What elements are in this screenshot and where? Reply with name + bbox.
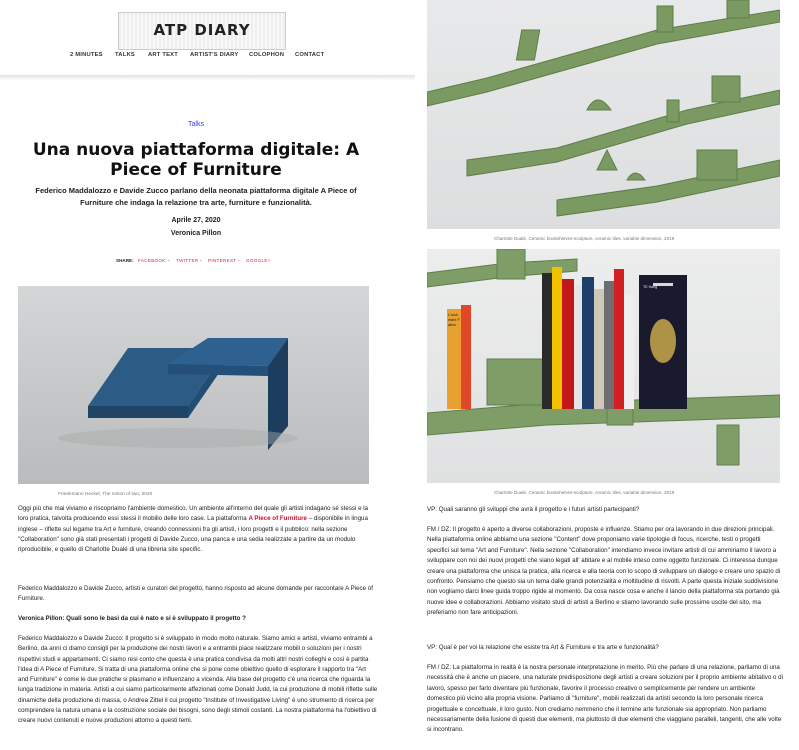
nav-item-artists-diary[interactable]: ARTIST'S DIARY <box>190 52 239 58</box>
answer-3: FM / DZ: La piattaforma in realtà è la nostra personale interpretazione in merito. Più che parlare di una relazione, parliamo di una necessità che è anche un piacere, una naturale predisposizione degli artisti a creare soluzioni per il proprio ambiente abitativo o di lavoro, spesso per farlo diventare più funzionale, favorire il processo creativo o semplicemente per rendere un ambiente domestico più vicino alla propria visione. Parliamo di "furniture", mobili realizzati da artisti secondo la loro personale ricerca progettuale e concettuale, il loro gusto. Non crediamo nemmeno che il termine arte funzionale sia appropriato. Non parliamo necessariamente della fusione di questi due elementi, ma piuttosto di due elementi che viaggiano paralleli, tangenti, che alle volte si incontrano. <box>427 664 783 734</box>
hero-caption: Friedemann Heckel, The notion of two, 2020 <box>58 492 153 497</box>
article-date: Aprile 27, 2020 <box>171 217 221 224</box>
shelf-photo-2 <box>427 249 780 483</box>
intro-text: Oggi più che mai viviamo e riscopriamo l'ambiente domestico. Un ambiente all'interno del quale gli artisti indagano sé stessi e la loro pratica, talvolta producendo essi stessi il mobilio delle loro case. La piattaforma <box>18 505 369 523</box>
question-2: VP: Quali saranno gli sviluppi che avrà il progetto e i futuri artisti partecipanti? <box>427 506 640 513</box>
nav-item-contact[interactable]: CONTACT <box>295 52 325 58</box>
book-1-title: L'orchestre Fabric <box>448 313 460 327</box>
nav-item-2-minutes[interactable]: 2 MINUTES <box>70 52 103 58</box>
article-subtitle: Federico Maddalozzo e Davide Zucco parlano della neonata piattaforma digitale A Piece of Furniture che indaga la relazione tra arte, furniture e funzionalità. <box>35 186 357 207</box>
ceramic-shelves-books-illustration <box>427 249 780 483</box>
photo-2-caption: Charlotte Dualé, Ceramic bookshelves-sculpture, ceramic tiles, variable dimension, 2019 <box>494 490 675 495</box>
article-category[interactable]: Talks <box>188 121 204 128</box>
question-1: Veronica Pillon: Quali sono le basi da cui è nato e si è sviluppato il progetto ? <box>18 615 246 622</box>
answer-2: FM / DZ: Il progetto è aperto a diverse collaborazioni, proposte e influenze. Stiamo per ora lavorando in due direzioni principali. Nella piattaforma online abbiamo una sezione "Content" dove proponiamo varie tipologie di focus, ricerche, testi o progetti specifici sul tema "Art and Furniture". Nella sezione "Collaboration" intendiamo invece invitare artisti di cui ammiriamo il lavoro a sviluppare con noi dei nuovi progetti che siano legati all' abitare e al mobile inteso come oggetto funzionale. Ci interessa dunque creare una piattaforma che unisca la pratica, alla ricerca e alla teoria con lo scopo di sviluppare un dialogo e creare uno spazio di confronto. Pensiamo che questo sia un tema dalle grandi potenzialità e moltitudine di risvolti. A parte questa iniziale suddivisione non vogliamo darci linee guida troppo rigide al momento. Da cosa nasce cosa e anche il lancio della piattaforma sta portando già nuove idee e collaborazioni. Abbiamo visitato studi di artisti a Berlino e stiamo lavorando sulle prossime uscite del sito, ma preferiamo non fare anticipazioni. <box>427 526 781 617</box>
nav-item-colophon[interactable]: COLOPHON <box>249 52 285 58</box>
share-separator: • <box>200 258 202 263</box>
intro-text-continued: – disponibile in lingua inglese – riflette sul legame tra Art e furniture, creando connessioni fra gli artisti, i loro progetti e il pubblico: nella sezione "Collaboration" sono già stati presentati i progetti di Davide Zucco, una panca e una sedia realizzate a partire da un modulo riproducibile, e quello di Charlotte Dualé di una libreria site specific. <box>18 515 368 554</box>
article-author[interactable]: Veronica Pillon <box>170 230 222 237</box>
article-title: Una nuova piattaforma digitale: A Piece of Furniture <box>32 140 360 180</box>
sculpture-illustration <box>18 286 369 484</box>
intro-paragraph <box>18 504 378 555</box>
piece-of-furniture-link[interactable]: A Piece of Furniture <box>248 515 307 523</box>
question-3: VP: Qual è per voi la relazione che esiste tra Art & Furniture e tra arte e funzionalità? <box>427 644 659 651</box>
site-title: ATP DIARY <box>153 21 251 39</box>
share-pinterest-link[interactable]: PINTEREST <box>208 258 237 263</box>
share-twitter-link[interactable]: TWITTER <box>176 258 199 263</box>
book-2-title: TE Hang <box>643 285 658 289</box>
photo-1-caption: Charlotte Dualé, Ceramic bookshelves-sculpture, ceramic tiles, variable dimension, 2019 <box>494 236 675 241</box>
hero-image <box>18 286 369 484</box>
site-logo[interactable] <box>118 12 286 50</box>
intro-paragraph-2: Federico Maddalozzo e Davide Zucco, artisti e curatori del progetto, hanno risposto ad alcune domande per raccontare A Piece of Furniture. <box>18 585 373 603</box>
header-divider <box>0 75 415 81</box>
nav-item-talks[interactable]: TALKS <box>115 52 135 58</box>
nav-item-art-text[interactable]: ART TEXT <box>148 52 178 58</box>
ceramic-shelves-illustration <box>427 0 780 229</box>
share-googleplus-link[interactable]: GOOGLE+ <box>246 258 271 263</box>
answer-1: Federico Maddalozzo e Davide Zucco: Il progetto si è sviluppato in modo molto naturale. Siamo amici e artisti, viviamo entrambi a Berlino, da anni ci diamo consigli per la produzione dei nostri lavori e a entrambi piace realizzare mobili o soluzioni per i nostri rispettivi studi e appartamenti. Ci siamo resi conto che questa è una pratica condivisa da molti altri nostri colleghi e così è partita l'idea di A Piece of Furniture. Si tratta di una piattaforma online che si pone come obiettivo quello di esplorare il rapporto tra "Art and Furniture" e come le due pratiche si plasmano e influenzano a vicenda. Alla base del progetto c'è una ricerca che riguarda la lunga tradizione in materia. Artisti a cui siamo particolarmente affezionati come Donald Judd, la cui produzione di mobili riflette sulle dinamiche della produzione di massa, o Andrea Zittel il cui progetto "Institute of Investigative Living" è uno strumento di ricerca per comprendere la natura umana e la costruzione sociale dei bisogni, sono degli stimoli costanti. La nostra piattaforma ha l'obiettivo di creare nuovi contenuti e nuove produzioni attorno a questi temi. <box>18 635 378 725</box>
shelf-photo-1 <box>427 0 780 229</box>
main-nav <box>60 52 360 64</box>
share-separator: • <box>238 258 240 263</box>
share-label: SHARE: <box>116 258 134 263</box>
share-separator: • <box>168 258 170 263</box>
share-facebook-link[interactable]: FACEBOOK <box>138 258 166 263</box>
